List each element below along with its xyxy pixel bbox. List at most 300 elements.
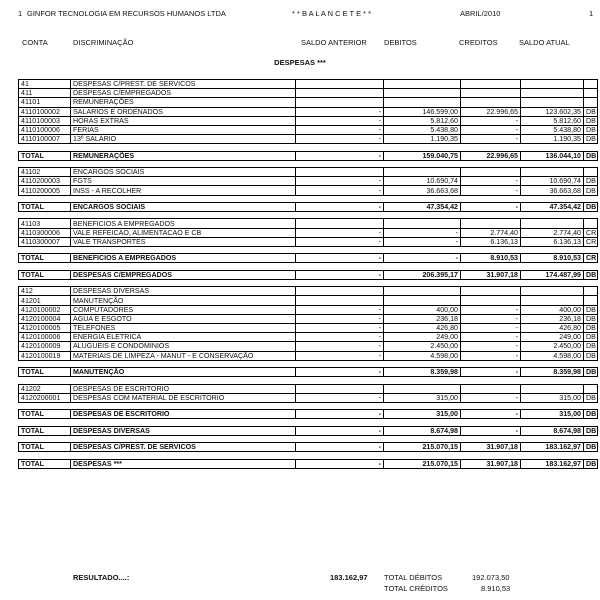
cell-saldo-anterior: - (296, 314, 384, 323)
cell-saldo-atual: 2.774,40 (521, 228, 584, 237)
spacer-cell (584, 247, 598, 254)
cell-descricao: DESPESAS C/EMPREGADOS (71, 89, 296, 98)
col-saldo-atual: SALDO ATUAL (519, 38, 570, 47)
table-row (19, 287, 598, 296)
spacer-row (19, 263, 598, 270)
cell-conta: TOTAL (19, 368, 71, 377)
spacer-row (19, 212, 598, 219)
cell-saldo-atual: 136.044,10 (521, 151, 584, 160)
cell-creditos: - (461, 305, 521, 314)
cell-conta: 4120100004 (19, 314, 71, 323)
spacer-row (19, 195, 598, 202)
cell-saldo-atual (521, 168, 584, 177)
cell-conta: TOTAL (19, 443, 71, 452)
spacer-cell (584, 279, 598, 286)
spacer-cell (461, 377, 521, 384)
col-discriminacao: DISCRIMINAÇÃO (73, 38, 134, 47)
spacer-cell (296, 263, 384, 270)
spacer-cell (461, 247, 521, 254)
table-row (19, 135, 598, 144)
cell-dc: DB (584, 410, 598, 419)
spacer-cell (384, 212, 461, 219)
cell-dc: DB (584, 368, 598, 377)
cell-conta: 41201 (19, 296, 71, 305)
spacer-cell (461, 402, 521, 409)
spacer-cell (19, 212, 71, 219)
cell-descricao: DESPESAS C/PREST. DE SERVICOS (71, 80, 296, 89)
cell-saldo-atual: 47.354,42 (521, 202, 584, 211)
cell-creditos (461, 287, 521, 296)
spacer-cell (296, 402, 384, 409)
total-row (19, 151, 598, 160)
spacer-cell (461, 144, 521, 151)
cell-dc: DB (584, 426, 598, 435)
spacer-cell (296, 247, 384, 254)
spacer-row (19, 247, 598, 254)
resultado-value: 183.162,97 (330, 573, 368, 582)
cell-debitos: 146.599,00 (384, 107, 461, 116)
spacer-cell (384, 160, 461, 167)
cell-conta: 41103 (19, 219, 71, 228)
cell-conta: 4110200003 (19, 177, 71, 186)
cell-saldo-anterior: - (296, 270, 384, 279)
table-row (19, 237, 598, 246)
spacer-row (19, 160, 598, 167)
spacer-cell (384, 419, 461, 426)
cell-descricao: BENEFICIOS A EMPREGADOS (71, 219, 296, 228)
cell-dc: DB (584, 393, 598, 402)
cell-saldo-anterior: - (296, 443, 384, 452)
cell-dc: DB (584, 305, 598, 314)
spacer-cell (584, 144, 598, 151)
cell-saldo-anterior: - (296, 177, 384, 186)
cell-saldo-anterior: - (296, 228, 384, 237)
cell-dc: CR (584, 237, 598, 246)
spacer-row (19, 435, 598, 442)
cell-descricao: ENERGIA ELETRICA (71, 333, 296, 342)
table-row (19, 80, 598, 89)
table-row (19, 296, 598, 305)
cell-descricao: DESPESAS COM MATERIAL DE ESCRITORIO (71, 393, 296, 402)
spacer-cell (296, 195, 384, 202)
cell-descricao: MANUTENÇÃO (71, 368, 296, 377)
cell-conta: 41101 (19, 98, 71, 107)
spacer-row (19, 402, 598, 409)
spacer-cell (296, 160, 384, 167)
spacer-cell (461, 435, 521, 442)
spacer-cell (461, 160, 521, 167)
cell-saldo-atual: 36.663,68 (521, 186, 584, 195)
spacer-cell (461, 195, 521, 202)
spacer-cell (19, 144, 71, 151)
cell-saldo-anterior: - (296, 393, 384, 402)
cell-conta: TOTAL (19, 254, 71, 263)
spacer-cell (384, 144, 461, 151)
cell-descricao: ENCARGOS SOCIAIS (71, 202, 296, 211)
cell-saldo-atual (521, 219, 584, 228)
cell-debitos (384, 384, 461, 393)
cell-creditos (461, 80, 521, 89)
spacer-cell (296, 212, 384, 219)
cell-creditos: - (461, 186, 521, 195)
cell-saldo-atual (521, 384, 584, 393)
spacer-cell (384, 435, 461, 442)
cell-descricao: HORAS EXTRAS (71, 116, 296, 125)
spacer-cell (71, 160, 296, 167)
cell-debitos: 236,18 (384, 314, 461, 323)
cell-creditos: - (461, 351, 521, 360)
cell-conta: 4120200001 (19, 393, 71, 402)
company-name: GINFOR TECNOLOGIA EM RECURSOS HUMANOS LTDA (27, 9, 226, 18)
cell-saldo-anterior: - (296, 324, 384, 333)
cell-saldo-atual: 426,80 (521, 324, 584, 333)
spacer-cell (71, 377, 296, 384)
table-row (19, 314, 598, 323)
spacer-cell (521, 247, 584, 254)
spacer-cell (521, 263, 584, 270)
cell-saldo-atual: 174.487,99 (521, 270, 584, 279)
cell-debitos (384, 89, 461, 98)
column-headers (0, 38, 600, 50)
table-row (19, 186, 598, 195)
total-row (19, 443, 598, 452)
cell-descricao: REMUNERAÇÕES (71, 98, 296, 107)
cell-saldo-anterior (296, 287, 384, 296)
spacer-cell (71, 360, 296, 367)
table-row (19, 98, 598, 107)
report-period: ABRIL/2010 (460, 9, 501, 18)
total-creditos-label: TOTAL CRÉDITOS (384, 584, 448, 593)
cell-creditos: 22.996,65 (461, 107, 521, 116)
cell-debitos: - (384, 228, 461, 237)
cell-creditos: 31.907,18 (461, 443, 521, 452)
spacer-row (19, 419, 598, 426)
cell-dc: DB (584, 107, 598, 116)
cell-saldo-atual: 5.812,60 (521, 116, 584, 125)
spacer-cell (296, 452, 384, 459)
col-conta: CONTA (22, 38, 48, 47)
cell-debitos: 215.070,15 (384, 443, 461, 452)
cell-conta: 412 (19, 287, 71, 296)
cell-dc (584, 296, 598, 305)
spacer-row (19, 360, 598, 367)
cell-saldo-atual: 10.690,74 (521, 177, 584, 186)
cell-descricao: ENCARGOS SOCIAIS (71, 168, 296, 177)
cell-conta: TOTAL (19, 151, 71, 160)
cell-conta: TOTAL (19, 202, 71, 211)
cell-debitos: 215.070,15 (384, 459, 461, 468)
cell-saldo-anterior: - (296, 459, 384, 468)
spacer-cell (384, 402, 461, 409)
spacer-cell (384, 452, 461, 459)
total-row (19, 270, 598, 279)
cell-creditos: - (461, 410, 521, 419)
spacer-cell (19, 452, 71, 459)
cell-saldo-atual (521, 98, 584, 107)
cell-descricao: DESPESAS DIVERSAS (71, 426, 296, 435)
cell-conta: 4120100005 (19, 324, 71, 333)
spacer-cell (584, 377, 598, 384)
cell-dc: CR (584, 254, 598, 263)
cell-debitos: 315,00 (384, 410, 461, 419)
spacer-cell (71, 212, 296, 219)
spacer-cell (384, 377, 461, 384)
cell-debitos: 249,00 (384, 333, 461, 342)
cell-creditos: 22.996,65 (461, 151, 521, 160)
cell-debitos: 5.812,60 (384, 116, 461, 125)
cell-creditos (461, 219, 521, 228)
cell-saldo-atual: 6.136,13 (521, 237, 584, 246)
cell-dc (584, 80, 598, 89)
cell-conta: TOTAL (19, 426, 71, 435)
cell-debitos (384, 80, 461, 89)
cell-conta: TOTAL (19, 410, 71, 419)
table-row (19, 324, 598, 333)
spacer-cell (384, 195, 461, 202)
cell-conta: 4110100003 (19, 116, 71, 125)
cell-conta: 4110300007 (19, 237, 71, 246)
cell-descricao: BENEFICIOS A EMPREGADOS (71, 254, 296, 263)
cell-debitos: 159.040,75 (384, 151, 461, 160)
cell-saldo-anterior: - (296, 254, 384, 263)
spacer-row (19, 279, 598, 286)
cell-dc (584, 287, 598, 296)
cell-saldo-anterior (296, 219, 384, 228)
cell-creditos: - (461, 135, 521, 144)
spacer-cell (19, 360, 71, 367)
cell-creditos (461, 98, 521, 107)
spacer-cell (521, 160, 584, 167)
spacer-cell (71, 144, 296, 151)
cell-descricao: 13º SALÁRIO (71, 135, 296, 144)
table-row (19, 228, 598, 237)
cell-saldo-atual (521, 287, 584, 296)
cell-descricao: INSS - A RECOLHER (71, 186, 296, 195)
balance-table (18, 79, 598, 469)
spacer-cell (521, 360, 584, 367)
cell-conta: 4120100002 (19, 305, 71, 314)
cell-descricao: DESPESAS DIVERSAS (71, 287, 296, 296)
table-row (19, 342, 598, 351)
cell-saldo-atual: 8.674,98 (521, 426, 584, 435)
cell-dc: DB (584, 459, 598, 468)
cell-conta: 4120100006 (19, 333, 71, 342)
cell-creditos: 31.907,18 (461, 270, 521, 279)
cell-creditos (461, 384, 521, 393)
spacer-cell (71, 402, 296, 409)
report-header (0, 9, 600, 21)
cell-saldo-anterior: - (296, 186, 384, 195)
cell-debitos: 47.354,42 (384, 202, 461, 211)
cell-debitos: 206.395,17 (384, 270, 461, 279)
cell-creditos (461, 296, 521, 305)
total-creditos-value: 8.910,53 (481, 584, 511, 593)
cell-saldo-anterior: - (296, 305, 384, 314)
cell-debitos: - (384, 237, 461, 246)
spacer-cell (19, 377, 71, 384)
spacer-cell (584, 402, 598, 409)
total-row (19, 368, 598, 377)
cell-saldo-anterior: - (296, 426, 384, 435)
spacer-cell (71, 419, 296, 426)
spacer-cell (521, 419, 584, 426)
spacer-cell (19, 402, 71, 409)
spacer-cell (296, 144, 384, 151)
cell-debitos: 10.690,74 (384, 177, 461, 186)
spacer-row (19, 377, 598, 384)
cell-saldo-atual: 8.910,53 (521, 254, 584, 263)
table-row (19, 393, 598, 402)
footer-result (0, 573, 600, 583)
section-title: DESPESAS *** (274, 58, 326, 67)
spacer-cell (296, 419, 384, 426)
cell-conta: 4110100007 (19, 135, 71, 144)
cell-saldo-anterior (296, 296, 384, 305)
cell-creditos: - (461, 202, 521, 211)
spacer-row (19, 144, 598, 151)
total-row (19, 459, 598, 468)
cell-dc: DB (584, 186, 598, 195)
total-row (19, 254, 598, 263)
spacer-cell (521, 279, 584, 286)
cell-debitos: 36.663,68 (384, 186, 461, 195)
cell-creditos: 6.136,13 (461, 237, 521, 246)
cell-debitos: 315,00 (384, 393, 461, 402)
cell-conta: 41 (19, 80, 71, 89)
cell-debitos: - (384, 254, 461, 263)
cell-saldo-atual: 249,00 (521, 333, 584, 342)
cell-descricao: MATERIAIS DE LIMPEZA - MANUT - E CONSERVAÇÃO (71, 351, 296, 360)
cell-debitos (384, 287, 461, 296)
spacer-cell (19, 247, 71, 254)
cell-saldo-atual: 315,00 (521, 393, 584, 402)
spacer-cell (584, 195, 598, 202)
spacer-cell (521, 435, 584, 442)
spacer-cell (584, 360, 598, 367)
spacer-cell (384, 279, 461, 286)
table-row (19, 125, 598, 134)
cell-debitos (384, 219, 461, 228)
cell-descricao: AGUA E ESGOTO (71, 314, 296, 323)
cell-debitos: 4.598,00 (384, 351, 461, 360)
spacer-cell (71, 452, 296, 459)
cell-saldo-anterior: - (296, 237, 384, 246)
spacer-cell (584, 452, 598, 459)
cell-debitos: 400,00 (384, 305, 461, 314)
total-row (19, 410, 598, 419)
spacer-cell (584, 160, 598, 167)
cell-creditos: - (461, 426, 521, 435)
cell-dc: DB (584, 270, 598, 279)
cell-saldo-anterior (296, 384, 384, 393)
cell-dc: DB (584, 443, 598, 452)
cell-saldo-anterior: - (296, 116, 384, 125)
cell-dc: DB (584, 135, 598, 144)
cell-descricao: VALE REFEICAO, ALIMENTACAO E CB (71, 228, 296, 237)
cell-saldo-anterior: - (296, 151, 384, 160)
spacer-cell (584, 435, 598, 442)
cell-saldo-anterior: - (296, 107, 384, 116)
spacer-cell (461, 279, 521, 286)
table-row (19, 107, 598, 116)
cell-conta: 41102 (19, 168, 71, 177)
cell-creditos: 8.910,53 (461, 254, 521, 263)
cell-saldo-atual: 123.602,35 (521, 107, 584, 116)
cell-saldo-anterior: - (296, 202, 384, 211)
cell-dc: DB (584, 116, 598, 125)
cell-dc: DB (584, 333, 598, 342)
cell-creditos: - (461, 125, 521, 134)
cell-descricao: DESPESAS C/PREST. DE SERVICOS (71, 443, 296, 452)
page-index: 1 (18, 9, 23, 18)
cell-saldo-anterior: - (296, 125, 384, 134)
cell-saldo-atual: 1.190,35 (521, 135, 584, 144)
spacer-cell (296, 279, 384, 286)
cell-debitos (384, 168, 461, 177)
spacer-cell (461, 212, 521, 219)
total-row (19, 426, 598, 435)
spacer-cell (461, 360, 521, 367)
cell-conta: 41202 (19, 384, 71, 393)
cell-saldo-anterior (296, 168, 384, 177)
page-number: 1 (589, 9, 594, 18)
spacer-cell (521, 377, 584, 384)
spacer-cell (384, 247, 461, 254)
cell-dc: DB (584, 151, 598, 160)
cell-saldo-atual: 183.162,97 (521, 459, 584, 468)
total-debitos-label: TOTAL DÉBITOS (384, 573, 443, 582)
spacer-cell (296, 360, 384, 367)
cell-descricao: MANUTENÇÃO (71, 296, 296, 305)
spacer-cell (296, 435, 384, 442)
cell-descricao: ALUGUEIS E CONDOMINIOS (71, 342, 296, 351)
table-row (19, 116, 598, 125)
total-row (19, 202, 598, 211)
cell-descricao: SALARIOS E ORDENADOS (71, 107, 296, 116)
cell-saldo-anterior: - (296, 410, 384, 419)
cell-debitos (384, 296, 461, 305)
cell-saldo-anterior (296, 80, 384, 89)
cell-creditos: - (461, 324, 521, 333)
spacer-cell (384, 360, 461, 367)
cell-saldo-atual: 183.162,97 (521, 443, 584, 452)
cell-dc (584, 89, 598, 98)
spacer-cell (71, 279, 296, 286)
cell-debitos: 426,80 (384, 324, 461, 333)
spacer-cell (71, 247, 296, 254)
spacer-cell (521, 144, 584, 151)
cell-conta: TOTAL (19, 459, 71, 468)
cell-saldo-atual: 2.450,00 (521, 342, 584, 351)
cell-dc: CR (584, 228, 598, 237)
spacer-cell (71, 263, 296, 270)
table-row (19, 351, 598, 360)
cell-conta: 4110100006 (19, 125, 71, 134)
cell-saldo-atual: 236,18 (521, 314, 584, 323)
cell-saldo-atual (521, 80, 584, 89)
cell-dc: DB (584, 125, 598, 134)
col-saldo-anterior: SALDO ANTERIOR (301, 38, 367, 47)
spacer-cell (19, 160, 71, 167)
cell-saldo-atual: 5.438,80 (521, 125, 584, 134)
spacer-cell (19, 419, 71, 426)
cell-dc: DB (584, 202, 598, 211)
cell-conta: 4120100019 (19, 351, 71, 360)
table-row (19, 177, 598, 186)
cell-descricao: TELEFONES (71, 324, 296, 333)
cell-saldo-anterior (296, 98, 384, 107)
cell-saldo-anterior: - (296, 368, 384, 377)
